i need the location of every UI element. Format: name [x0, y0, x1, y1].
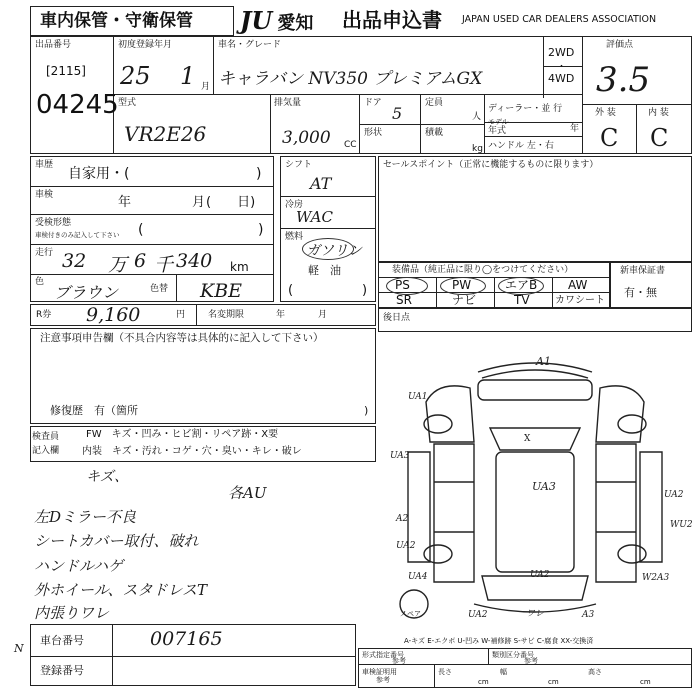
inspector-label: 検査員: [32, 432, 60, 442]
history-label: 車歴: [35, 160, 54, 170]
shift-value: AT: [310, 174, 332, 193]
damage-x: X: [524, 434, 531, 444]
sales-point-label: セールスポイント（正常に機能するものに限ります）: [383, 160, 599, 170]
damage-ware: ワレ: [526, 609, 545, 619]
warranty-label: 新車保証書: [620, 266, 666, 276]
chassis-number-label: 車台番号: [40, 634, 84, 647]
rating-value: 3.5: [596, 60, 651, 100]
length-label: 長さ: [438, 668, 452, 676]
model-type: VR2E26: [124, 122, 207, 146]
model-year-label: モデル: [488, 118, 509, 126]
displacement: 3,000: [282, 128, 331, 148]
repair-label: 修復歴 有（箇所: [50, 404, 138, 417]
damage-ua2-bottom: UA2: [530, 570, 550, 580]
note-left-mirror: 左Dミラー不良: [34, 508, 137, 526]
spare-label: スペア: [400, 610, 421, 618]
form-spec-label: 形式指定番号: [362, 651, 404, 659]
damage-ua4: UA4: [408, 572, 428, 582]
equipment-airbag: エアB: [505, 278, 538, 292]
displacement-label: 排気量: [274, 98, 302, 108]
first-registration-month-unit: 月: [201, 82, 211, 92]
fuel-value: ガソリン: [306, 243, 362, 259]
lot-number: 04245: [36, 90, 119, 120]
damage-ua3-left: UA3: [390, 451, 410, 461]
doors: 5: [392, 104, 403, 123]
ju-logo: [240, 6, 313, 35]
entry-column-label: 記入欄: [32, 446, 60, 456]
notes-label: 注意事項申告欄（不具合内容等は具体的に記入して下さい）: [40, 332, 324, 344]
damage-ua1: UA1: [408, 392, 428, 402]
shaken-day: ( 日): [206, 195, 256, 210]
kg-unit: kg: [472, 144, 483, 154]
right-side-body: [596, 444, 636, 582]
exterior-grade: C: [600, 124, 619, 152]
note-trim: 内張りワレ: [34, 604, 110, 622]
load-label: 積載: [425, 128, 444, 138]
damage-ua2-right: UA2: [664, 490, 684, 500]
capacity-unit: 人: [472, 112, 482, 122]
warranty-yes-no: 有・無: [624, 286, 657, 299]
drive-dot: ・: [557, 62, 567, 72]
damage-a2: A2: [396, 514, 409, 524]
lot-number-bracket: [2115]: [46, 64, 86, 78]
shaken-month: 月: [192, 195, 206, 210]
cooling-value: WAC: [296, 208, 333, 226]
damage-ua2-lower: UA2: [468, 610, 488, 620]
cc-unit: CC: [344, 140, 357, 150]
vehicle-cert-label: 車検証明用: [362, 668, 397, 676]
shaken-year: 年: [118, 195, 132, 210]
note-scratch: キズ、: [86, 469, 129, 485]
registration-number-label: 登録番号: [40, 664, 84, 677]
note-each-au: 各AU: [228, 484, 267, 502]
rear-left-wheel: [424, 545, 452, 563]
equipment-sr: SR: [396, 293, 412, 307]
repair-close: ): [364, 404, 369, 417]
equipment-label: 装備品（純正品に限り◯をつけてください）: [392, 265, 574, 275]
drive-2wd: 2WD: [548, 46, 575, 59]
damage-wu2: WU2: [670, 520, 693, 530]
height-label: 高さ: [588, 668, 602, 676]
form-spec-ref: 参考: [392, 657, 406, 665]
width-unit: cm: [548, 678, 559, 686]
model-type-label: 型式: [118, 98, 137, 108]
front-right-fender: [596, 386, 644, 442]
equipment-circle-pw: [440, 277, 486, 295]
color-number-label: 色替: [150, 284, 169, 294]
damage-w2a3: W2A3: [642, 573, 670, 583]
km-unit: km: [230, 260, 249, 274]
fuel-circle: [302, 238, 354, 260]
sales-point-block: [378, 156, 692, 262]
model-grade-label: 車名・グレード: [218, 40, 282, 50]
mileage-man-unit: 万: [108, 254, 128, 276]
windshield: [490, 428, 580, 450]
rating-label: 評価点: [606, 40, 634, 50]
note-wheel: 外ホイール、スタドレスT: [34, 581, 208, 599]
lot-number-label: 出品番号: [35, 40, 72, 50]
shift-label: シフト: [285, 160, 313, 170]
inspection-open: (: [138, 222, 144, 238]
year-label: 年式: [488, 126, 507, 136]
equipment-navi: ナビ: [452, 293, 477, 307]
inspection-form-label: 受検形態: [35, 218, 72, 228]
equipment-tv: TV: [514, 293, 530, 307]
color-name: ブラウン: [54, 283, 119, 302]
name-change-month: 月: [318, 310, 328, 320]
interior-checklist: 内装 キズ・汚れ・コゲ・穴・臭い・キレ・破レ: [82, 446, 302, 457]
chassis-number: 007165: [150, 628, 223, 650]
drive-4wd: 4WD: [548, 72, 575, 85]
damage-ua2-rear: UA2: [396, 541, 416, 551]
name-change-label: 名変期限: [208, 310, 245, 320]
equipment-ps: PS: [395, 278, 410, 292]
name-change-year: 年: [276, 310, 286, 320]
damage-a1: A1: [536, 355, 551, 368]
recycle-amount: 9,160: [86, 304, 141, 326]
ju-logo-mark: JU: [240, 6, 273, 35]
mileage-sen: 6: [134, 250, 147, 272]
capacity-label: 定員: [425, 98, 444, 108]
equipment-leather-seat: カワシート: [555, 295, 605, 306]
color-number: KBE: [200, 280, 243, 302]
equipment-pw: PW: [452, 278, 472, 292]
mileage-man: 32: [62, 250, 87, 272]
shaken-label: 車検: [35, 190, 54, 200]
width-label: 幅: [500, 668, 507, 676]
mileage-sen-unit: 千: [154, 254, 174, 276]
recycle-label: R券: [36, 310, 52, 320]
cooling-label: 冷房: [285, 200, 304, 210]
dealer-label: ディーラー・並 行: [488, 104, 563, 114]
doors-label: ドア: [364, 98, 382, 108]
form-title: 出品申込書: [342, 8, 442, 32]
length-unit: cm: [478, 678, 489, 686]
first-registration-label: 初度登録年月: [118, 40, 173, 50]
right-door-outline: [640, 452, 662, 562]
inspection-form-note: 車検付きのみ記入して下さい: [35, 231, 120, 239]
year-unit: 年: [570, 124, 580, 134]
first-registration-year: 25: [120, 62, 151, 90]
front-left-fender: [426, 386, 474, 442]
height-unit: cm: [640, 678, 651, 686]
equipment-circle-ab: [498, 277, 544, 295]
damage-ua3-center: UA3: [532, 480, 556, 493]
rear-right-wheel: [618, 545, 646, 563]
recycle-yen: 円: [176, 310, 186, 320]
roof: [496, 452, 574, 572]
equipment-circle-ps: [386, 277, 428, 295]
vehicle-cert-ref: 参考: [376, 676, 390, 684]
fuel-open: (: [288, 283, 294, 298]
after-date-label: 後日点: [383, 313, 411, 323]
handle-label: ハンドル 左・右: [488, 141, 554, 151]
history-value: 自家用・(: [68, 166, 130, 182]
first-registration-month: 1: [180, 62, 196, 90]
fuel-close: ): [362, 283, 368, 298]
equipment-aw: AW: [568, 278, 588, 292]
damage-a3: A3: [582, 610, 595, 620]
note-seat-cover: シートカバー取付、破れ: [34, 532, 199, 550]
damage-legend: A-キズ E-エクボ U-凹み W-補修跡 S-サビ C-腐食 XX-交換済: [404, 637, 594, 645]
fuel-diesel: 軽 油: [308, 264, 341, 277]
shape-label: 形状: [364, 128, 383, 138]
history-close: ): [256, 166, 262, 182]
interior-grade: C: [650, 124, 669, 152]
storage-title: 車内保管・守衛保管: [40, 11, 193, 31]
fuel-label: 燃料: [285, 232, 304, 242]
left-side-body: [434, 444, 474, 582]
corner-mark: N: [14, 642, 24, 655]
color-label: 色: [35, 277, 45, 287]
association-name: JAPAN USED CAR DEALERS ASSOCIATION: [462, 14, 657, 25]
hood: [478, 380, 592, 400]
mileage-rest: 340: [176, 250, 213, 272]
model-name: キャラバン NV350 プレミアムGX: [218, 69, 483, 89]
exterior-label: 外 装: [595, 108, 616, 118]
ju-logo-text: 愛知: [277, 13, 314, 34]
exterior-checklist: FW キズ・凹み・ヒビ割・リペア跡・X要: [86, 429, 279, 440]
interior-label: 内 装: [648, 108, 669, 118]
mileage-label: 走行: [35, 248, 54, 258]
inspection-close: ): [258, 222, 264, 238]
class-number-ref: 参考: [524, 657, 538, 665]
after-date-block: [378, 308, 692, 332]
note-handle: ハンドルハゲ: [34, 557, 123, 575]
class-number-label: 類別区分番号: [492, 651, 534, 659]
